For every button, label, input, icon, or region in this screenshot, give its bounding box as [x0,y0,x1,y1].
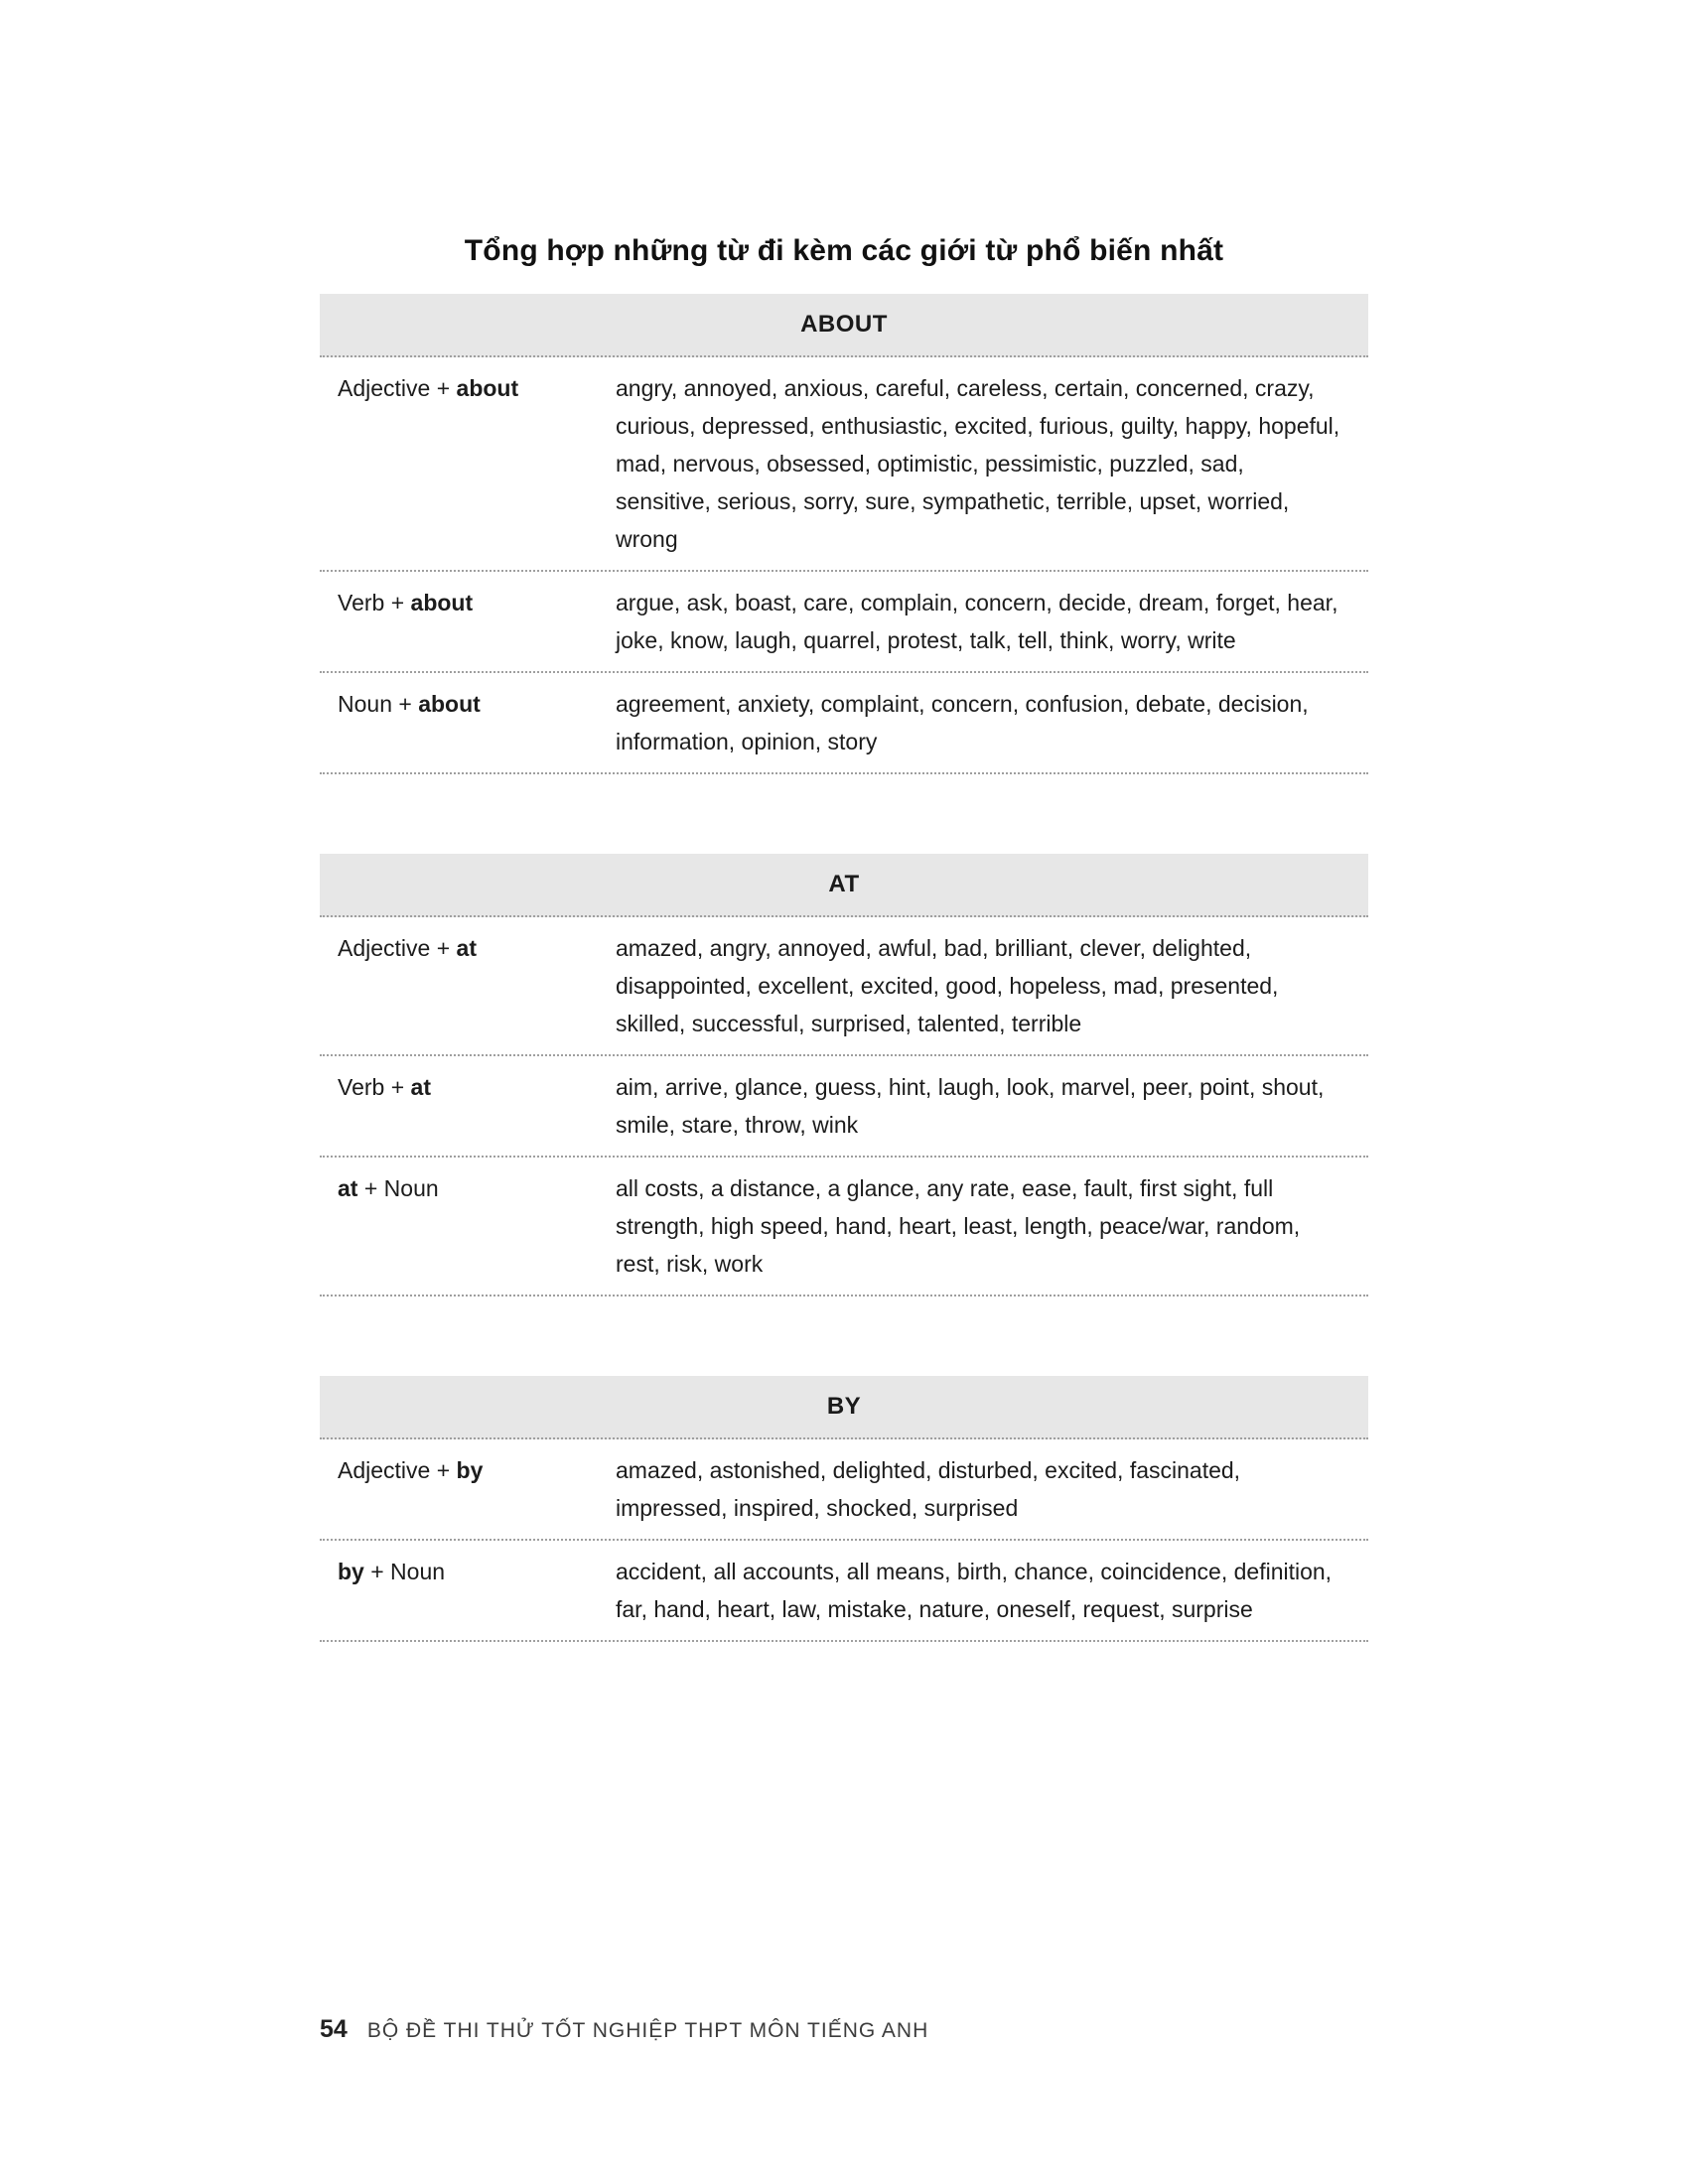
row-words: amazed, angry, annoyed, awful, bad, brilliant, clever, delighted, disappointed, excellent, excited, good, hopeless, mad, presented, skilled, successful, surprised, talented, terrible [616,935,1279,1036]
page-number: 54 [320,2015,348,2043]
footer-book-title: BỘ ĐỀ THI THỬ TỐT NGHIỆP THPT MÔN TIẾNG ANH [366,2019,929,2042]
row-label-keyword: at [410,1074,431,1100]
row-label [320,685,616,760]
row-words: aim, arrive, glance, guess, hint, laugh, look, marvel, peer, point, shout, smile, stare, throw, wink [616,1074,1325,1138]
row-words: accident, all accounts, all means, birth, chance, coincidence, definition, far, hand, heart, law, mistake, nature, oneself, request, surprise [616,1559,1333,1622]
section-header-label: BY [826,1393,862,1420]
row-label [320,929,616,1042]
section-header-label: ABOUT [800,311,888,338]
table-row-adjective-about [320,357,1368,572]
row-label-keyword: by [338,1559,364,1584]
row-label-keyword: about [456,375,519,401]
table-row-by-noun [320,1541,1368,1642]
row-label-part: Noun + [338,691,419,717]
document-page [320,0,1368,1642]
row-label-keyword: about [418,691,481,717]
section-at [320,854,1368,1297]
row-label-part: Adjective + [338,375,457,401]
page-title: Tổng hợp những từ đi kèm các giới từ phổ biến nhất [464,234,1224,267]
row-label-keyword: at [456,935,477,961]
table-row-verb-about [320,572,1368,673]
section-header-label: AT [828,871,860,897]
row-label [320,1068,616,1144]
table-row-verb-at [320,1056,1368,1158]
section-header-about [320,294,1368,357]
section-header-at [320,854,1368,917]
row-label [320,1169,616,1283]
table-row-adjective-at [320,917,1368,1056]
row-words: amazed, astonished, delighted, disturbed, excited, fascinated, impressed, inspired, shocked, surprised [616,1457,1241,1521]
table-row-at-noun [320,1158,1368,1297]
row-label [320,584,616,659]
page-footer [320,2015,928,2044]
row-label-part: Adjective + [338,1457,457,1483]
row-label-part: + Noun [357,1175,439,1201]
row-label-part: Verb + [338,590,411,615]
row-label-part: Verb + [338,1074,411,1100]
row-label [320,1553,616,1628]
row-label [320,1451,616,1527]
table-row-adjective-by [320,1439,1368,1541]
row-label-part: + Noun [363,1559,446,1584]
section-header-by [320,1376,1368,1439]
row-words: all costs, a distance, a glance, any rate, ease, fault, first sight, full strength, high speed, hand, heart, least, length, peace/war, random, rest, risk, work [616,1175,1301,1277]
row-label-keyword: by [456,1457,484,1483]
section-about [320,294,1368,774]
row-label-keyword: about [410,590,474,615]
row-words: argue, ask, boast, care, complain, concern, decide, dream, forget, hear, joke, know, laugh, quarrel, protest, talk, tell, think, worry, write [616,590,1338,653]
row-label-part: Adjective + [338,935,457,961]
section-by [320,1376,1368,1642]
row-words: angry, annoyed, anxious, careful, careless, certain, concerned, crazy, curious, depressed, enthusiastic, excited, furious, guilty, happy, hopeful, mad, nervous, obsessed, optimistic, pessimistic, puzzled, sad, sensitive, serious, sorry, sure, sympathetic, terrible, upset, worried, wrong [616,375,1340,552]
row-label-keyword: at [338,1175,358,1201]
row-words: agreement, anxiety, complaint, concern, confusion, debate, decision, information, opinion, story [616,691,1309,754]
row-label [320,369,616,558]
table-row-noun-about [320,673,1368,774]
